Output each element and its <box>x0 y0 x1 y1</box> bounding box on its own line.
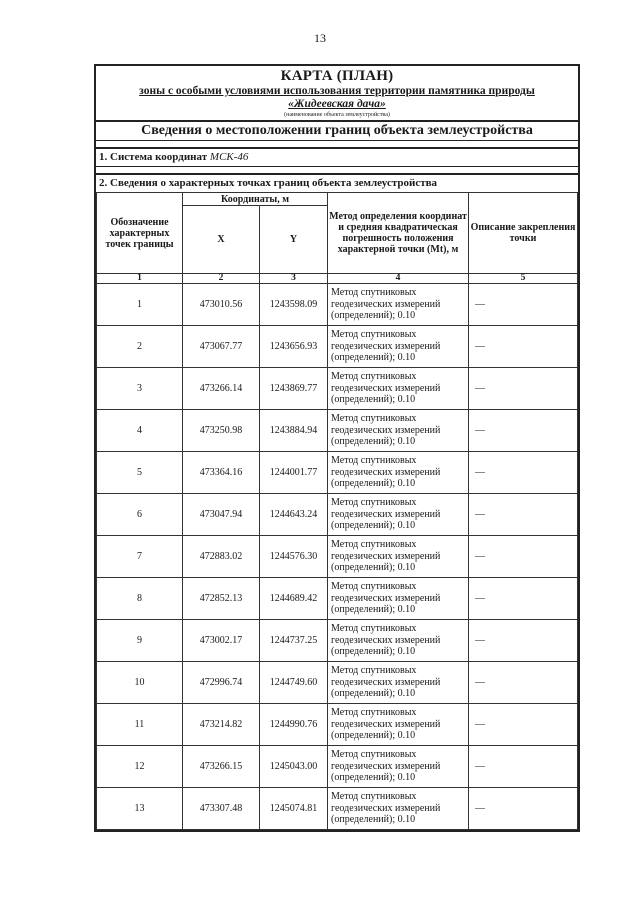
x-coordinate-cell: 473250.98 <box>183 410 260 452</box>
y-coordinate-cell: 1243656.93 <box>260 326 328 368</box>
description-cell: — <box>469 326 578 368</box>
header-coordinates: Координаты, м <box>183 193 328 206</box>
description-cell: — <box>469 662 578 704</box>
table-row <box>97 620 578 662</box>
description-cell: — <box>469 368 578 410</box>
method-cell: Метод спутниковых геодезических измерений (определений); 0.10 <box>328 788 469 830</box>
document-title: КАРТА (ПЛАН) <box>280 68 394 84</box>
header-description: Описание закрепления точки <box>469 193 578 274</box>
y-coordinate-cell: 1244990.76 <box>260 704 328 746</box>
point-number-cell: 2 <box>97 326 183 368</box>
column-number: 5 <box>469 274 578 284</box>
header-x: X <box>183 206 260 274</box>
points-section-title: 2. Сведения о характерных точках границ объекта землеустройства <box>96 173 578 192</box>
y-coordinate-cell: 1244576.30 <box>260 536 328 578</box>
point-number-cell: 7 <box>97 536 183 578</box>
point-number-cell: 9 <box>97 620 183 662</box>
description-cell: — <box>469 620 578 662</box>
description-cell: — <box>469 536 578 578</box>
x-coordinate-cell: 473002.17 <box>183 620 260 662</box>
y-coordinate-cell: 1245043.00 <box>260 746 328 788</box>
method-cell: Метод спутниковых геодезических измерений (определений); 0.10 <box>328 662 469 704</box>
table-row <box>97 662 578 704</box>
header-designation: Обозначение характерных точек границы <box>97 193 183 274</box>
header-y: Y <box>260 206 328 274</box>
table-row <box>97 494 578 536</box>
y-coordinate-cell: 1244643.24 <box>260 494 328 536</box>
y-coordinate-cell: 1243869.77 <box>260 368 328 410</box>
table-row <box>97 704 578 746</box>
point-number-cell: 4 <box>97 410 183 452</box>
x-coordinate-cell: 472852.13 <box>183 578 260 620</box>
section-title: Сведения о местоположении границ объекта землеустройства <box>96 120 578 140</box>
x-coordinate-cell: 473307.48 <box>183 788 260 830</box>
table-row <box>97 326 578 368</box>
method-cell: Метод спутниковых геодезических измерений (определений); 0.10 <box>328 410 469 452</box>
x-coordinate-cell: 473010.56 <box>183 284 260 326</box>
point-number-cell: 13 <box>97 788 183 830</box>
point-number-cell: 1 <box>97 284 183 326</box>
x-coordinate-cell: 473266.14 <box>183 368 260 410</box>
x-coordinate-cell: 473266.15 <box>183 746 260 788</box>
description-cell: — <box>469 746 578 788</box>
description-cell: — <box>469 578 578 620</box>
method-cell: Метод спутниковых геодезических измерений (определений); 0.10 <box>328 620 469 662</box>
y-coordinate-cell: 1243884.94 <box>260 410 328 452</box>
y-coordinate-cell: 1245074.81 <box>260 788 328 830</box>
description-cell: — <box>469 410 578 452</box>
x-coordinate-cell: 472996.74 <box>183 662 260 704</box>
point-number-cell: 12 <box>97 746 183 788</box>
method-cell: Метод спутниковых геодезических измерений (определений); 0.10 <box>328 368 469 410</box>
column-number: 1 <box>97 274 183 284</box>
header-method: Метод определения координат и средняя квадратическая погрешность положения характерной точки (Mt), м <box>328 193 469 274</box>
x-coordinate-cell: 473214.82 <box>183 704 260 746</box>
table-row <box>97 410 578 452</box>
document-header <box>96 66 578 120</box>
points-table-body <box>97 284 578 830</box>
method-cell: Метод спутниковых геодезических измерений (определений); 0.10 <box>328 746 469 788</box>
document-subtitle: зоны с особыми условиями использования территории памятника природы <box>139 85 535 97</box>
x-coordinate-cell: 473047.94 <box>183 494 260 536</box>
point-number-cell: 11 <box>97 704 183 746</box>
y-coordinate-cell: 1244001.77 <box>260 452 328 494</box>
object-name-caption: (наименование объекта землеустройства) <box>284 112 390 118</box>
object-name: «Жидеевская дача» <box>288 98 386 110</box>
y-coordinate-cell: 1243598.09 <box>260 284 328 326</box>
column-number: 3 <box>260 274 328 284</box>
column-number: 4 <box>328 274 469 284</box>
table-row <box>97 578 578 620</box>
point-number-cell: 6 <box>97 494 183 536</box>
method-cell: Метод спутниковых геодезических измерений (определений); 0.10 <box>328 536 469 578</box>
point-number-cell: 5 <box>97 452 183 494</box>
point-number-cell: 8 <box>97 578 183 620</box>
document-frame <box>94 64 580 832</box>
table-row <box>97 746 578 788</box>
x-coordinate-cell: 473364.16 <box>183 452 260 494</box>
y-coordinate-cell: 1244689.42 <box>260 578 328 620</box>
point-number-cell: 10 <box>97 662 183 704</box>
divider <box>96 166 578 173</box>
method-cell: Метод спутниковых геодезических измерений (определений); 0.10 <box>328 704 469 746</box>
coordinate-system-value: МСК-46 <box>209 151 249 163</box>
method-cell: Метод спутниковых геодезических измерений (определений); 0.10 <box>328 326 469 368</box>
table-row <box>97 536 578 578</box>
method-cell: Метод спутниковых геодезических измерений (определений); 0.10 <box>328 578 469 620</box>
divider <box>96 140 578 147</box>
point-number-cell: 3 <box>97 368 183 410</box>
column-number: 2 <box>183 274 260 284</box>
table-row <box>97 452 578 494</box>
table-row <box>97 788 578 830</box>
method-cell: Метод спутниковых геодезических измерений (определений); 0.10 <box>328 284 469 326</box>
description-cell: — <box>469 452 578 494</box>
table-row <box>97 284 578 326</box>
coordinate-system-label: 1. Система координат <box>99 151 208 163</box>
x-coordinate-cell: 473067.77 <box>183 326 260 368</box>
description-cell: — <box>469 284 578 326</box>
y-coordinate-cell: 1244749.60 <box>260 662 328 704</box>
x-coordinate-cell: 472883.02 <box>183 536 260 578</box>
description-cell: — <box>469 494 578 536</box>
points-table <box>96 192 578 830</box>
y-coordinate-cell: 1244737.25 <box>260 620 328 662</box>
description-cell: — <box>469 788 578 830</box>
column-numbers-row <box>97 274 578 284</box>
coordinate-system-row <box>96 147 578 166</box>
method-cell: Метод спутниковых геодезических измерений (определений); 0.10 <box>328 494 469 536</box>
description-cell: — <box>469 704 578 746</box>
method-cell: Метод спутниковых геодезических измерений (определений); 0.10 <box>328 452 469 494</box>
table-row <box>97 368 578 410</box>
page-number: 13 <box>314 31 326 45</box>
